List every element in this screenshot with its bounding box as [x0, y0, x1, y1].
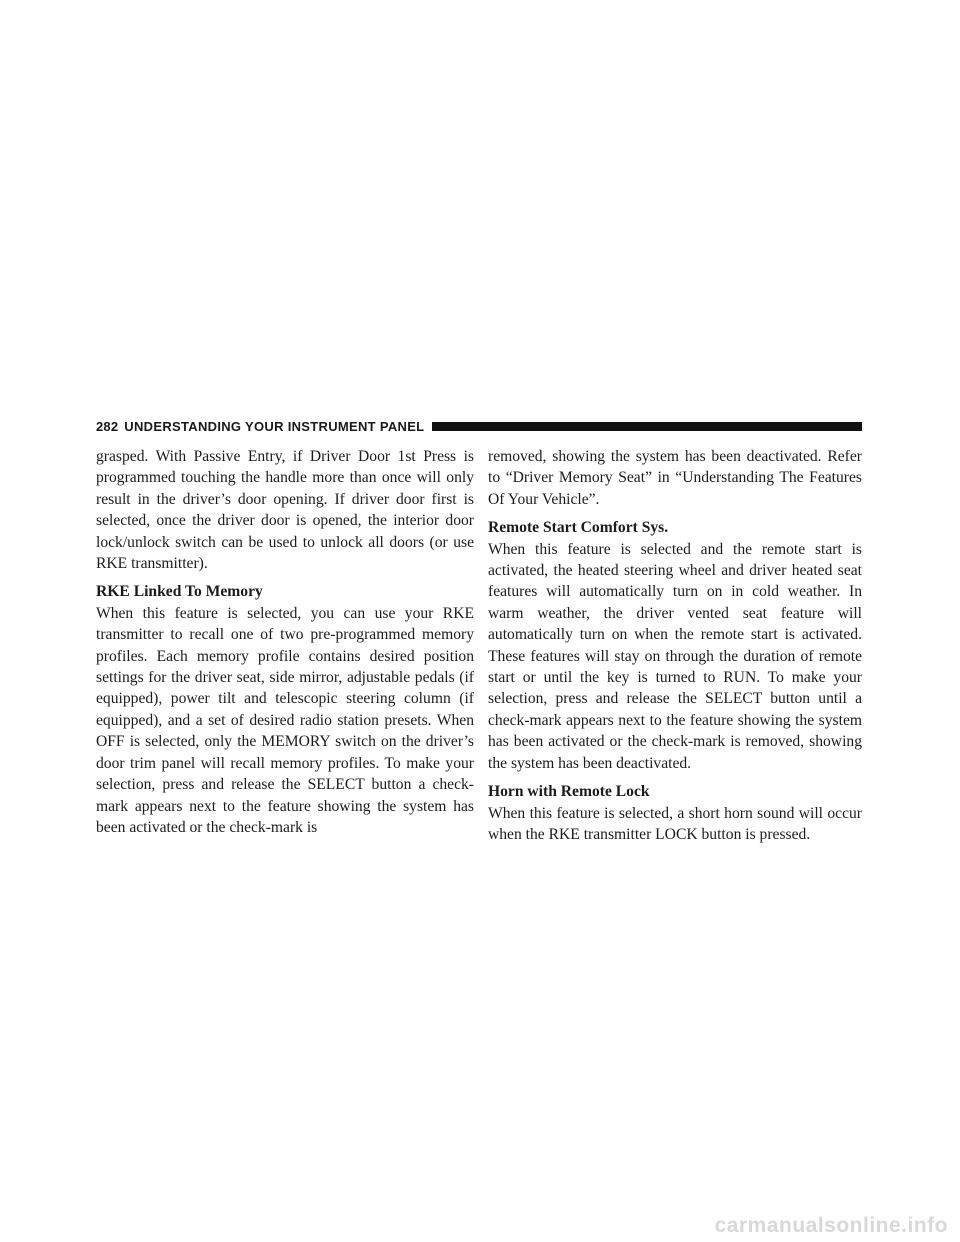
section-title: UNDERSTANDING YOUR INSTRUMENT PANEL: [124, 418, 425, 434]
continuation-paragraph: removed, showing the system has been deactivated. Refer to “Driver Memory Seat” in “Understanding The Features Of Your Vehicle”.: [488, 448, 862, 508]
horn-remote-lock-heading: Horn with Remote Lock: [488, 783, 650, 801]
page-number: 282: [96, 418, 119, 434]
paragraph-gap: [488, 510, 862, 517]
paragraph-gap: [96, 574, 474, 581]
page-header: [96, 416, 862, 436]
header-rule: [432, 422, 862, 431]
intro-paragraph: grasped. With Passive Entry, if Driver Door 1st Press is programmed touching the handle more than once will only result in the driver’s door opening. If driver door first is selected, once the driver door is opened, the interior door lock/unlock switch can be used to unlock all doors (or use RKE transmitter).: [96, 448, 474, 573]
watermark: carmanualsonline.info: [714, 1214, 948, 1237]
remote-start-comfort-heading: Remote Start Comfort Sys.: [488, 519, 669, 537]
left-column: [96, 446, 474, 838]
rke-linked-to-memory-heading: RKE Linked To Memory: [96, 583, 263, 601]
paragraph-gap: [488, 774, 862, 781]
right-column: [488, 446, 862, 845]
horn-remote-lock-paragraph: When this feature is selected, a short horn sound will occur when the RKE transmitter LOCK button is pressed.: [488, 804, 862, 843]
remote-start-comfort-paragraph: When this feature is selected and the remote start is activated, the heated steering wheel and driver heated seat features will automatically turn on in cold weather. In warm weather, the driver vented seat feature will automatically turn on when the remote start is activated. These features will stay on through the duration of remote start or until the key is turned to RUN. To make your selection, press and release the SELECT button until a check-mark appears next to the feature showing the system has been activated or the check-mark is removed, showing the system has been deactivated.: [488, 540, 862, 772]
rke-linked-to-memory-paragraph: When this feature is selected, you can use your RKE transmitter to recall one of two pre-programmed memory profiles. Each memory profile contains desired position settings for the driver seat, side mirror, adjustable pedals (if equipped), power tilt and telescopic steering column (if equipped), and a set of desired radio station presets. When OFF is selected, only the MEMORY switch on the driver’s door trim panel will recall memory profiles. To make your selection, press and release the SELECT button a check-mark appears next to the feature showing the system has been activated or the check-mark is: [96, 604, 474, 836]
